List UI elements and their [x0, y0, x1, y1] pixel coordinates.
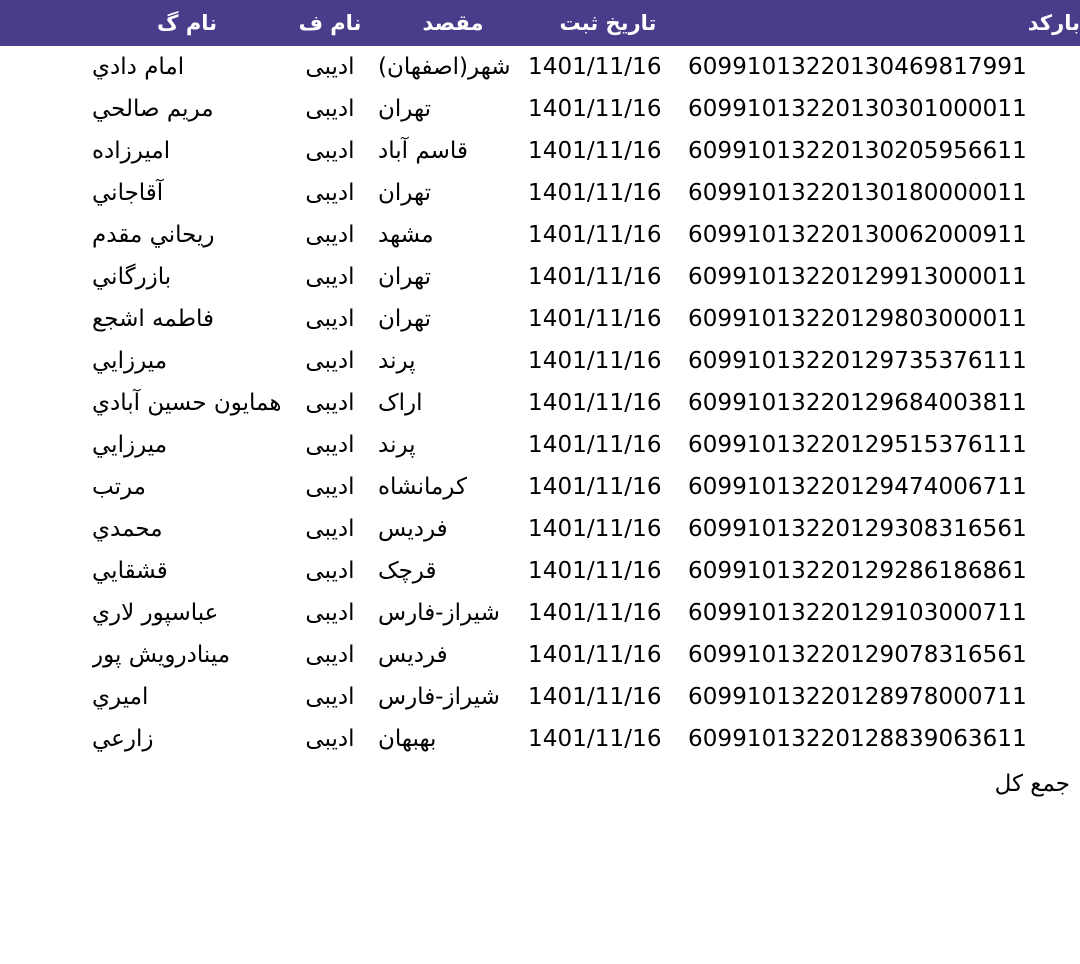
grand-total-label: جمع کل [92, 760, 1080, 808]
cell-last-name: زارعي [92, 718, 282, 760]
cell-date: 1401/11/16 [528, 88, 688, 130]
table-row[interactable] [0, 340, 1080, 382]
cell-first-name: ادیبی [282, 256, 378, 298]
cell-barcode: 60991013220129474006711 [688, 466, 1080, 508]
cell-destination: تهران [378, 256, 528, 298]
cell-last-name: فاطمه اشجع [92, 298, 282, 340]
cell-barcode: 60991013220129103000711 [688, 592, 1080, 634]
cell-barcode: 60991013220129078316561 [688, 634, 1080, 676]
cell-barcode: 60991013220129684003811 [688, 382, 1080, 424]
cell-last-name: مرتب [92, 466, 282, 508]
table-row[interactable] [0, 466, 1080, 508]
cell-barcode: 60991013220128839063611 [688, 718, 1080, 760]
cell-extra [0, 46, 92, 88]
cell-last-name: میرزایي [92, 340, 282, 382]
cell-last-name: مینادرویش پور [92, 634, 282, 676]
cell-destination: مشهد [378, 214, 528, 256]
cell-date: 1401/11/16 [528, 298, 688, 340]
cell-extra [0, 172, 92, 214]
cell-barcode: 60991013220130469817991 [688, 46, 1080, 88]
table-row[interactable] [0, 424, 1080, 466]
table-row[interactable] [0, 508, 1080, 550]
table-header [0, 0, 1080, 46]
cell-extra [0, 634, 92, 676]
cell-extra [0, 382, 92, 424]
cell-date: 1401/11/16 [528, 46, 688, 88]
cell-first-name: ادیبی [282, 424, 378, 466]
column-header-date[interactable]: تاریخ ثبت [559, 11, 657, 35]
cell-first-name: ادیبی [282, 298, 378, 340]
table-row[interactable] [0, 46, 1080, 88]
cell-date: 1401/11/16 [528, 214, 688, 256]
cell-destination: تهران [378, 172, 528, 214]
cell-barcode: 60991013220129803000011 [688, 298, 1080, 340]
cell-first-name: ادیبی [282, 214, 378, 256]
cell-date: 1401/11/16 [528, 340, 688, 382]
cell-destination: کرمانشاه [378, 466, 528, 508]
cell-destination: قاسم آباد [378, 130, 528, 172]
cell-extra [0, 466, 92, 508]
cell-first-name: ادیبی [282, 676, 378, 718]
cell-barcode: 60991013220130180000011 [688, 172, 1080, 214]
cell-last-name: محمدي [92, 508, 282, 550]
column-header-destination[interactable]: مقصد [422, 11, 484, 35]
table-body [0, 46, 1080, 760]
cell-last-name: همایون حسین آبادي [92, 382, 282, 424]
cell-barcode: 60991013220129913000011 [688, 256, 1080, 298]
cell-date: 1401/11/16 [528, 550, 688, 592]
column-header-first-name[interactable]: نام ف [298, 11, 362, 35]
table-row[interactable] [0, 676, 1080, 718]
cell-date: 1401/11/16 [528, 676, 688, 718]
cell-date: 1401/11/16 [528, 382, 688, 424]
cell-destination: شیراز-فارس [378, 592, 528, 634]
cell-date: 1401/11/16 [528, 592, 688, 634]
table-row[interactable] [0, 256, 1080, 298]
cell-extra [0, 256, 92, 298]
cell-last-name: آقاجاني [92, 172, 282, 214]
cell-extra [0, 424, 92, 466]
cell-destination: پرند [378, 340, 528, 382]
cell-extra [0, 298, 92, 340]
cell-extra [0, 130, 92, 172]
cell-barcode: 60991013220129308316561 [688, 508, 1080, 550]
cell-barcode: 60991013220129286186861 [688, 550, 1080, 592]
cell-first-name: ادیبی [282, 382, 378, 424]
table-row[interactable] [0, 214, 1080, 256]
cell-first-name: ادیبی [282, 550, 378, 592]
cell-extra [0, 340, 92, 382]
table-row[interactable] [0, 592, 1080, 634]
cell-first-name: ادیبی [282, 46, 378, 88]
cell-last-name: قشقایي [92, 550, 282, 592]
cell-first-name: ادیبی [282, 718, 378, 760]
table-row[interactable] [0, 718, 1080, 760]
grand-total-row [0, 760, 1080, 808]
table-row[interactable] [0, 172, 1080, 214]
cell-barcode: 60991013220129735376111 [688, 340, 1080, 382]
cell-last-name: عباسپور لاري [92, 592, 282, 634]
cell-barcode: 60991013220128978000711 [688, 676, 1080, 718]
cell-first-name: ادیبی [282, 508, 378, 550]
cell-last-name: امام دادي [92, 46, 282, 88]
cell-extra [0, 214, 92, 256]
cell-destination: شیراز-فارس [378, 676, 528, 718]
table-row[interactable] [0, 88, 1080, 130]
cell-date: 1401/11/16 [528, 424, 688, 466]
cell-destination: تهران [378, 298, 528, 340]
cell-last-name: بازرگاني [92, 256, 282, 298]
table-footer [0, 760, 1080, 808]
table-row[interactable] [0, 298, 1080, 340]
cell-first-name: ادیبی [282, 340, 378, 382]
cell-extra [0, 508, 92, 550]
table-row[interactable] [0, 550, 1080, 592]
cell-date: 1401/11/16 [528, 508, 688, 550]
table-row[interactable] [0, 130, 1080, 172]
cell-destination: بهبهان [378, 718, 528, 760]
cell-date: 1401/11/16 [528, 130, 688, 172]
cell-destination: فردیس [378, 634, 528, 676]
cell-extra [0, 550, 92, 592]
cell-first-name: ادیبی [282, 130, 378, 172]
column-header-barcode[interactable]: بارکد [1027, 11, 1080, 35]
cell-last-name: امیري [92, 676, 282, 718]
cell-last-name: مریم صالحي [92, 88, 282, 130]
column-header-last-name[interactable]: نام گ [157, 11, 217, 35]
cell-barcode: 60991013220130062000911 [688, 214, 1080, 256]
table-row[interactable] [0, 634, 1080, 676]
cell-last-name: امیرزاده [92, 130, 282, 172]
cell-destination: فردیس [378, 508, 528, 550]
cell-first-name: ادیبی [282, 634, 378, 676]
cell-date: 1401/11/16 [528, 172, 688, 214]
column-header-extra[interactable] [0, 0, 92, 46]
cell-date: 1401/11/16 [528, 466, 688, 508]
cell-first-name: ادیبی [282, 592, 378, 634]
cell-barcode: 60991013220130301000011 [688, 88, 1080, 130]
cell-barcode: 60991013220130205956611 [688, 130, 1080, 172]
cell-date: 1401/11/16 [528, 256, 688, 298]
cell-first-name: ادیبی [282, 172, 378, 214]
table-row[interactable] [0, 382, 1080, 424]
cell-extra [0, 676, 92, 718]
cell-last-name: ریحاني مقدم [92, 214, 282, 256]
cell-first-name: ادیبی [282, 88, 378, 130]
cell-date: 1401/11/16 [528, 718, 688, 760]
cell-destination: تهران [378, 88, 528, 130]
header-row [0, 0, 1080, 46]
cell-extra [0, 88, 92, 130]
cell-destination: قرچک [378, 550, 528, 592]
cell-date: 1401/11/16 [528, 634, 688, 676]
grand-total-extra [0, 760, 92, 808]
cell-extra [0, 592, 92, 634]
cell-destination: پرند [378, 424, 528, 466]
cell-destination: اراک [378, 382, 528, 424]
cell-destination: شهر(اصفهان) [378, 46, 528, 88]
cell-first-name: ادیبی [282, 466, 378, 508]
cell-last-name: میرزایي [92, 424, 282, 466]
cell-extra [0, 718, 92, 760]
cell-barcode: 60991013220129515376111 [688, 424, 1080, 466]
